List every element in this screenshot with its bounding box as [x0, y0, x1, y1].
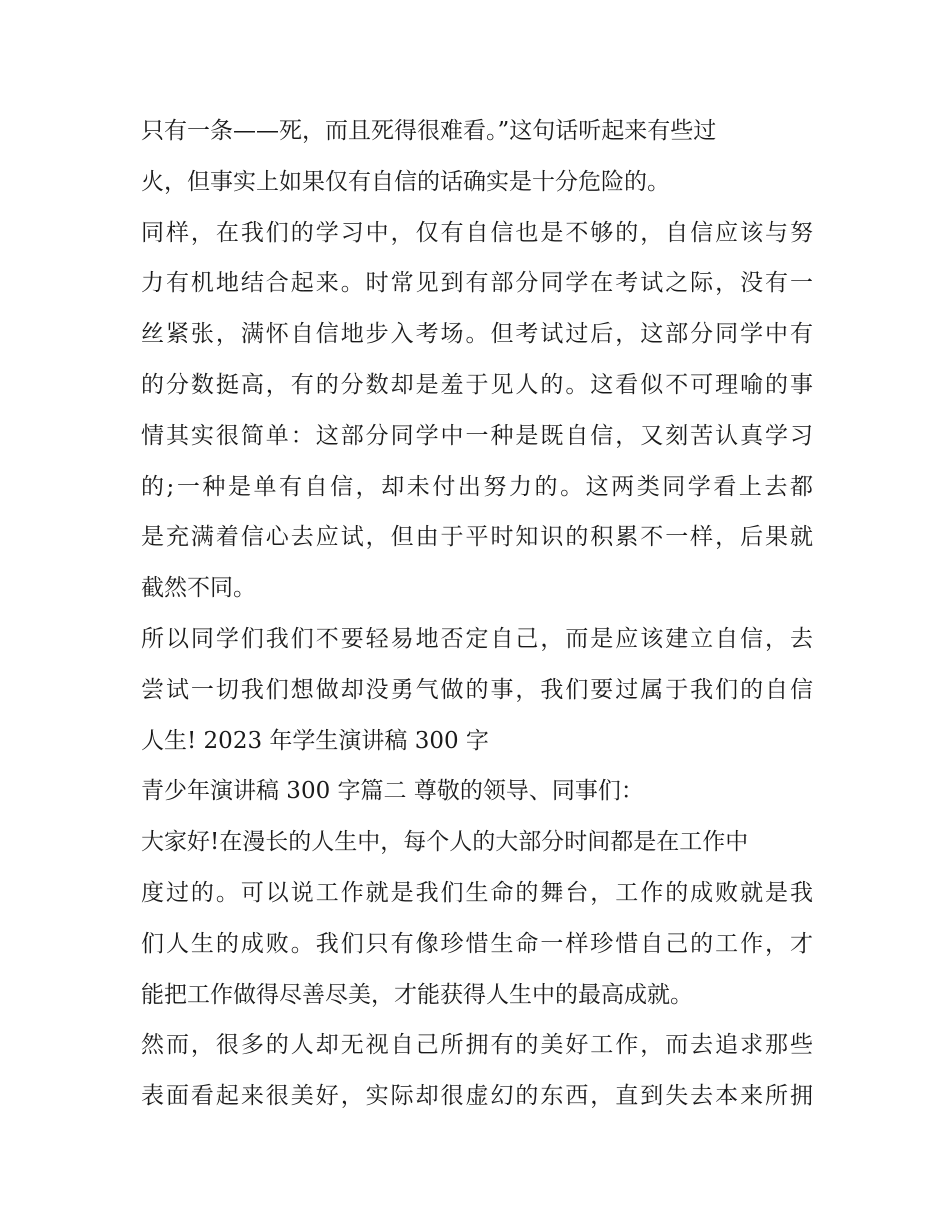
text-line: 们人生的成败。我们只有像珍惜生命一样珍惜自己的工作，才 — [141, 930, 813, 957]
text-line: 能把工作做得尽善尽美，才能获得人生中的最高成就。 — [141, 981, 693, 1008]
document-body — [141, 106, 813, 1122]
text-line: 所以同学们我们不要轻易地否定自己，而是应该建立自信，去 — [141, 625, 813, 652]
text-line: 只有一条——死，而且死得很难看。”这句话听起来有些过 — [141, 118, 717, 144]
text-line: 尝试一切我们想做却没勇气做的事，我们要过属于我们的自信 — [141, 676, 813, 703]
text-line: 大家好!在漫长的人生中，每个人的大部分时间都是在工作中 — [141, 829, 749, 856]
text-line: 的;一种是单有自信，却未付出努力的。这两类同学看上去都 — [141, 473, 813, 500]
text-line: 人生! 2023 年学生演讲稿 300 字 — [141, 727, 489, 754]
text-line: 然而，很多的人却无视自己所拥有的美好工作，而去追求那些 — [141, 1032, 813, 1059]
text-line: 青少年演讲稿 300 字篇二 尊敬的领导、同事们： — [141, 778, 644, 805]
text-line: 火，但事实上如果仅有自信的话确实是十分危险的。 — [141, 168, 670, 195]
text-line: 度过的。可以说工作就是我们生命的舞台，工作的成败就是我 — [141, 879, 813, 906]
text-line: 是充满着信心去应试，但由于平时知识的积累不一样，后果就 — [141, 524, 813, 551]
text-line: 表面看起来很美好，实际却很虚幻的东西，直到失去本来所拥 — [141, 1083, 813, 1110]
text-line: 的分数挺高，有的分数却是羞于见人的。这看似不可理喻的事 — [141, 371, 813, 398]
text-line: 力有机地结合起来。时常见到有部分同学在考试之际，没有一 — [141, 270, 813, 297]
text-line: 情其实很简单：这部分同学中一种是既自信，又刻苦认真学习 — [141, 422, 813, 449]
text-line: 截然不同。 — [141, 575, 256, 602]
text-line: 丝紧张，满怀自信地步入考场。但考试过后，这部分同学中有 — [141, 321, 813, 348]
text-line: 同样，在我们的学习中，仅有自信也是不够的，自信应该与努 — [141, 219, 813, 246]
